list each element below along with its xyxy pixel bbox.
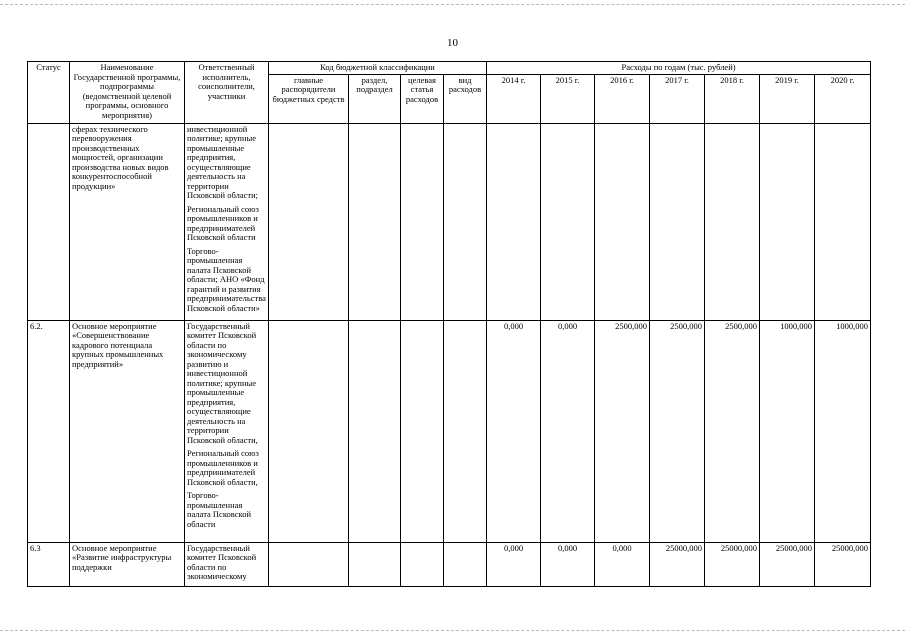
budget-table <box>27 61 871 587</box>
row-code-cell <box>444 320 487 542</box>
row-code-cell <box>349 123 401 320</box>
header-year-2017: 2017 г. <box>650 74 705 123</box>
row-code-cell <box>401 123 444 320</box>
row-value: 0,000 <box>541 542 595 586</box>
header-code-target: целевая статья расходов <box>401 74 444 123</box>
header-name: Наименование Государственной программы, подпрограммы (ведомственной целевой программы, основного мероприятия) <box>70 62 185 124</box>
row-status <box>28 123 70 320</box>
row-code-cell <box>269 542 349 586</box>
header-responsible: Ответственный исполнитель, соисполнители, участники <box>185 62 269 124</box>
row-participants <box>185 123 269 320</box>
participant-text: инвестиционной политике; крупные промышленные предприятия, осуществляющие деятельность на территории Псковской области; <box>187 123 258 200</box>
header-status: Статус <box>28 62 70 124</box>
row-value: 0,000 <box>541 320 595 542</box>
row-value <box>760 123 815 320</box>
header-year-2020: 2020 г. <box>815 74 871 123</box>
table-row <box>28 123 871 320</box>
row-value: 0,000 <box>487 542 541 586</box>
row-value: 2500,000 <box>705 320 760 542</box>
row-name: сферах технического перевооружения производственных мощностей, организации производства новых видов конкурентоспособной продукции» <box>70 123 185 320</box>
header-budget-code: Код бюджетной классификации <box>269 62 487 75</box>
header-year-2019: 2019 г. <box>760 74 815 123</box>
scan-edge-bottom <box>0 630 905 632</box>
header-code-section: раздел, подраздел <box>349 74 401 123</box>
row-participants <box>185 542 269 586</box>
row-status: 6.2. <box>28 320 70 542</box>
row-value <box>595 123 650 320</box>
row-value: 25000,000 <box>650 542 705 586</box>
header-year-2015: 2015 г. <box>541 74 595 123</box>
page-number: 10 <box>447 37 458 49</box>
header-year-2018: 2018 г. <box>705 74 760 123</box>
participant-text: Торгово-промышленная палата Псковской области <box>187 490 251 529</box>
table-row <box>28 542 871 586</box>
row-code-cell <box>444 123 487 320</box>
row-value: 25000,000 <box>705 542 760 586</box>
participant-text: Торгово-промышленная палата Псковской области; АНО «Фонд гарантий и развития предпринимательства Псковской области» <box>187 245 266 313</box>
row-value <box>650 123 705 320</box>
row-code-cell <box>401 542 444 586</box>
row-value: 0,000 <box>487 320 541 542</box>
participant-text: Государственный комитет Псковской области по экономическому развитию и инвестиционной политике; крупные промышленные предприятия, осуществляющие деятельность на территории Псковской области, <box>187 320 258 445</box>
row-name: Основное мероприятие «Совершенствование кадрового потенциала крупных промышленных предприятий» <box>70 320 185 542</box>
row-value: 2500,000 <box>595 320 650 542</box>
row-code-cell <box>349 542 401 586</box>
header-code-type: вид расходов <box>444 74 487 123</box>
participant-text: Государственный комитет Псковской области по экономическому <box>187 542 257 581</box>
row-value <box>487 123 541 320</box>
row-value <box>815 123 871 320</box>
scan-edge-top <box>0 4 905 6</box>
row-name: Основное мероприятие «Развитие инфраструктуры поддержки <box>70 542 185 586</box>
row-code-cell <box>401 320 444 542</box>
row-value: 2500,000 <box>650 320 705 542</box>
row-code-cell <box>269 320 349 542</box>
row-value: 25000,000 <box>760 542 815 586</box>
row-value: 1000,000 <box>760 320 815 542</box>
participant-text: Региональный союз промышленников и предпринимателей Псковской области <box>187 203 259 242</box>
row-value: 1000,000 <box>815 320 871 542</box>
header-year-2014: 2014 г. <box>487 74 541 123</box>
row-participants <box>185 320 269 542</box>
participant-text: Региональный союз промышленников и предпринимателей Псковской области, <box>187 448 259 487</box>
row-code-cell <box>349 320 401 542</box>
row-code-cell <box>444 542 487 586</box>
header-year-2016: 2016 г. <box>595 74 650 123</box>
row-code-cell <box>269 123 349 320</box>
header-expenses: Расходы по годам (тыс. рублей) <box>487 62 871 75</box>
header-code-grbs: главные распорядители бюджетных средств <box>269 74 349 123</box>
row-value: 25000,000 <box>815 542 871 586</box>
row-value: 0,000 <box>595 542 650 586</box>
table-row <box>28 320 871 542</box>
row-value <box>541 123 595 320</box>
row-status: 6.3 <box>28 542 70 586</box>
row-value <box>705 123 760 320</box>
